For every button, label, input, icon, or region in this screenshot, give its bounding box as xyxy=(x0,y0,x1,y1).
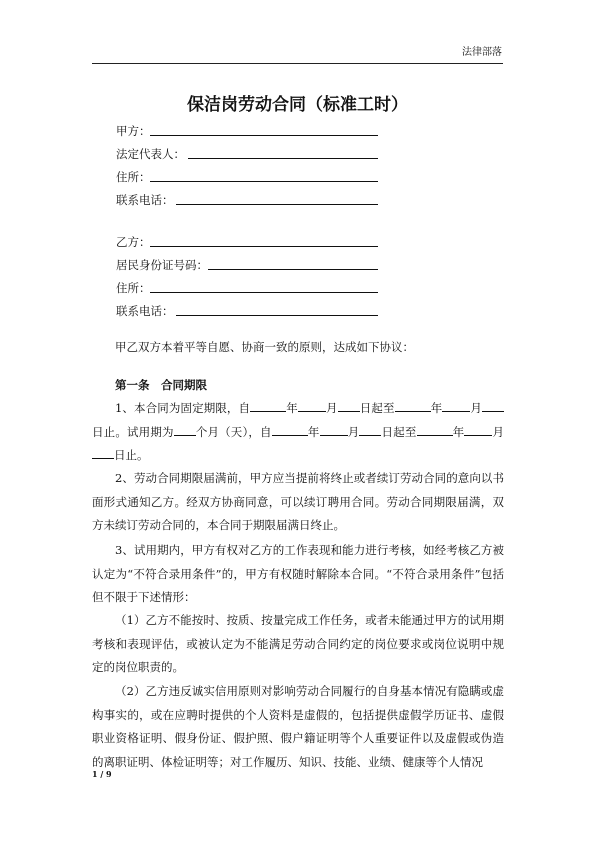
blank-probation-end-month xyxy=(464,423,492,436)
party-a-address-field xyxy=(116,169,151,185)
party-a-phone-field xyxy=(116,192,174,208)
document-title: 保洁岗劳动合同（标准工时） xyxy=(187,95,408,115)
party-a-name-line xyxy=(150,135,378,136)
blank-probation-start-month xyxy=(320,423,348,436)
party-b-name-field xyxy=(116,234,151,250)
clause-1-paragraph xyxy=(92,397,504,468)
party-b-phone-label: 联系电话： xyxy=(116,304,174,318)
page-number: 1 / 9 xyxy=(92,769,112,779)
clause-3-2-paragraph: （2）乙方违反诚实信用原则对影响劳动合同履行的自身基本情况有隐瞒或虚构事实的，或在应聘时提供的个人资料是虚假的，包括提供虚假学历证书、虚假职业资格证明、假身份证、假护照、假户籍证明等个人重要证件以及虚假或伪造的离职证明、体检证明等；对工作履历、知识、技能、业绩、健康等个人情况 xyxy=(92,684,504,769)
blank-end-month xyxy=(442,399,470,412)
party-b-id-label: 居民身份证号码： xyxy=(116,258,208,272)
clause-1-text-b: 止。试用期为 xyxy=(103,424,174,439)
year-unit-4: 年 xyxy=(452,424,465,439)
clause-2-paragraph: 2、劳动合同期限届满前，甲方应当提前将终止或者续订劳动合同的意向以书面形式通知乙方。经双方协商同意，可以续订聘用合同。劳动合同期限届满，双方未续订劳动合同的，本合同于期限届满日终止。 xyxy=(92,471,504,532)
party-a-rep-field xyxy=(116,146,185,162)
party-a-phone-label: 联系电话： xyxy=(116,193,174,207)
month-unit-4: 月 xyxy=(492,424,505,439)
day-start-unit-2: 日起至 xyxy=(381,424,417,439)
clause-1-text-d: 止。 xyxy=(125,448,149,462)
month-unit: 月 xyxy=(325,401,338,415)
blank-start-year xyxy=(250,399,286,412)
party-a-address-label: 住所： xyxy=(116,170,151,184)
clause-3-paragraph: 3、试用期内，甲方有权对乙方的工作表现和能力进行考核，如经考核乙方被认定为“不符合录用条件”的，甲方有权随时解除本合同。“不符合录用条件”包括但不限于下述情形： xyxy=(92,543,504,604)
blank-start-month xyxy=(298,399,326,412)
party-b-name-label: 乙方： xyxy=(116,235,151,249)
party-a-name-field xyxy=(116,123,151,139)
blank-start-day xyxy=(338,399,360,412)
article-1-heading: 第一条 合同期限 xyxy=(115,378,207,392)
party-b-address-label: 住所： xyxy=(116,281,151,295)
party-a-phone-line xyxy=(176,204,378,205)
blank-end-year xyxy=(395,399,431,412)
blank-probation-end-day xyxy=(92,446,114,459)
day-unit: 日 xyxy=(92,424,104,439)
party-b-address-line xyxy=(150,292,378,293)
party-b-address-field xyxy=(116,280,151,296)
blank-probation-end-year xyxy=(417,423,453,436)
year-unit-3: 年 xyxy=(307,424,320,439)
clause-3-1-paragraph: （1）乙方不能按时、按质、按量完成工作任务，或者未能通过甲方的试用期考核和表现评估，或被认定为不能满足劳动合同约定的岗位要求或岗位说明中规定的岗位职责的。 xyxy=(92,613,504,674)
header-org: 法律部落 xyxy=(462,47,502,58)
month-unit-3: 月 xyxy=(347,424,360,439)
party-a-rep-label: 法定代表人： xyxy=(116,147,185,161)
blank-probation-start-year xyxy=(272,423,308,436)
party-b-id-field xyxy=(116,257,208,273)
clause-1-text-c: 个月（天），自 xyxy=(195,424,272,439)
year-unit: 年 xyxy=(286,401,298,415)
party-a-address-line xyxy=(150,181,378,182)
header-rule xyxy=(92,63,503,64)
blank-end-day xyxy=(482,399,504,412)
year-unit-2: 年 xyxy=(430,401,443,415)
party-b-phone-line xyxy=(176,315,378,316)
day-unit-2: 日 xyxy=(114,448,126,462)
party-a-name-label: 甲方： xyxy=(116,124,151,138)
month-unit-2: 月 xyxy=(470,401,483,415)
party-a-rep-line xyxy=(188,158,378,159)
day-start-unit: 日起至 xyxy=(359,401,395,415)
party-b-name-line xyxy=(150,246,378,247)
clause-1-text-a: 1、本合同为固定期限，自 xyxy=(115,401,251,415)
party-b-id-line xyxy=(208,269,378,270)
party-b-phone-field xyxy=(116,303,174,319)
blank-probation-start-day xyxy=(359,423,381,436)
intro-paragraph: 甲乙双方本着平等自愿、协商一致的原则，达成如下协议： xyxy=(115,340,414,354)
blank-probation-months xyxy=(174,423,196,436)
